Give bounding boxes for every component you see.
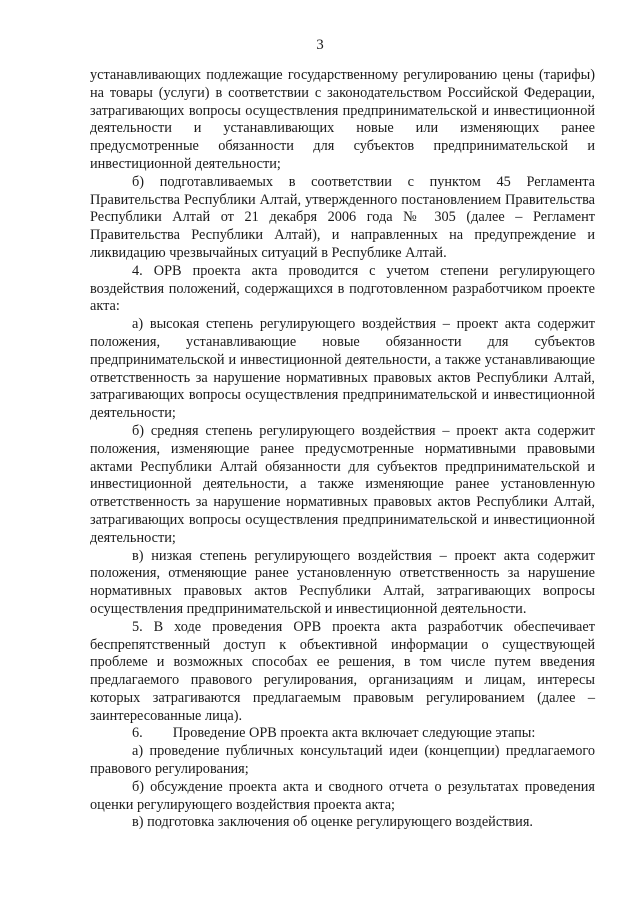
stage-conclusion: в) подготовка заключения об оценке регулирующего воздействия. [132,814,533,831]
page-number: 3 [316,37,324,53]
paragraph-medium-impact: б) средняя степень регулирующего воздействия – проект акта содержит положения, изменяющие ранее предусмотренные нормативными правовыми актами Республики Алтай обязанности для субъектов предпринимательской и инвестиционной деятельности, а также изменяющие ранее установленную ответственность за нарушение нормативных правовых актов Республики Алтай, затрагивающих вопросы осуществления предпринимательской и инвестиционной деятельности; [90,422,595,546]
paragraph-point-4: 4. ОРВ проекта акта проводится с учетом степени регулирующего воздействия положений, содержащихся в подготовленном разработчиком проекте акта: [90,262,595,315]
paragraph-subitem-b-regulation: б) подготавливаемых в соответствии с пунктом 45 Регламента Правительства Республики Алтай, утвержденного постановлением Правительства Республики Алтай от 21 декабря 2006 года № 305 (далее – Регламент Правительства Республики Алтай), и направленных на предупреждение и ликвидацию чрезвычайных ситуаций в Республике Алтай. [90,173,595,261]
stage-draft-discussion: б) обсуждение проекта акта и сводного отчета о результатах проведения оценки регулирующего воздействия проекта акта; [90,778,595,813]
stage-public-consultations: а) проведение публичных консультаций идеи (концепции) предлагаемого правового регулирования; [90,743,595,778]
paragraph-point-6 [90,725,595,743]
paragraph-low-impact: в) низкая степень регулирующего воздействия – проект акта содержит положения, отменяющие ранее установленную ответственность за нарушение нормативных правовых актов Республики Алтай, затрагивающих вопросы осуществления предпринимательской и инвестиционной деятельности. [90,547,595,617]
document-body [90,67,595,832]
point-6-number: 6. [132,725,143,742]
paragraph-continuation: устанавливающих подлежащие государственному регулированию цены (тарифы) на товары (услуги) в соответствии с законодательством Российской Федерации, затрагивающих вопросы осуществления предпринимательской и инвестиционной деятельности и устанавливающих новые или изменяющих ранее предусмотренные обязанности для субъектов предпринимательской и инвестиционной деятельности; [90,67,595,172]
paragraph-point-5: 5. В ходе проведения ОРВ проекта акта разработчик обеспечивает беспрепятственный доступ к объективной информации о существующей проблеме и возможных способах ее решения, в том числе путем введения предлагаемого правового регулирования, организациям и лицам, интересы которых затрагиваются предлагаемым правовым регулированием (далее – заинтересованные лица). [90,618,595,724]
point-6-text: Проведение ОРВ проекта акта включает следующие этапы: [172,725,536,742]
paragraph-high-impact: а) высокая степень регулирующего воздействия – проект акта содержит положения, устанавливающие новые обязанности для субъектов предпринимательской и инвестиционной деятельности, а также устанавливающие ответственность за нарушение нормативных правовых актов Республики Алтай, затрагивающих вопросы осуществления предпринимательской и инвестиционной деятельности; [90,316,595,422]
